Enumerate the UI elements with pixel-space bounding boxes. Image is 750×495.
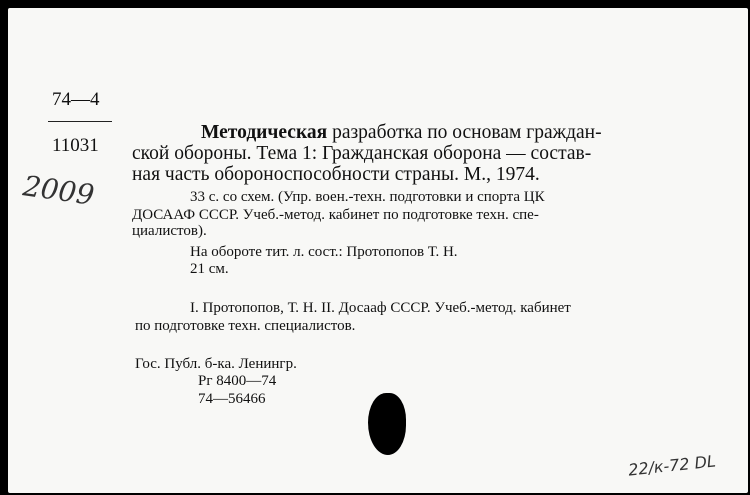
call-number-top: 74—4 [52, 89, 100, 110]
title-line-1 [201, 122, 602, 143]
bottom-stamp: 22/к-72 DL [627, 451, 717, 480]
title-line-3: ная часть обороноспособности страны. М., 1974. [132, 164, 540, 185]
description-line-5: 21 см. [190, 261, 229, 277]
call-number-divider [48, 121, 112, 122]
notes-line-1: I. Протопопов, Т. Н. II. Досааф СССР. Учеб.-метод. кабинет [190, 300, 571, 316]
handwritten-note: 2009 [21, 169, 97, 212]
description-line-3: циалистов). [132, 223, 207, 239]
call-number-bottom: 11031 [52, 135, 99, 156]
description-line-1: 33 с. со схем. (Упр. воен.-техн. подготовки и спорта ЦК [190, 189, 545, 205]
title-lead: Методическая [201, 122, 328, 143]
order-number: Рг 8400—74 [198, 373, 277, 389]
description-line-4: На обороте тит. л. сост.: Протопопов Т. Н. [190, 244, 458, 260]
description-line-2: ДОСААФ СССР. Учеб.-метод. кабинет по подготовке техн. спе- [132, 207, 539, 223]
title-line-1-text: разработка по основам граждан- [332, 122, 602, 143]
catalog-card [8, 8, 748, 493]
library-location: Гос. Публ. б-ка. Ленингр. [135, 356, 297, 372]
accession-number: 74—56466 [198, 391, 266, 407]
title-line-2: ской обороны. Тема 1: Гражданская оборона — состав- [132, 143, 592, 164]
ink-blot [368, 393, 406, 455]
notes-line-2: по подготовке техн. специалистов. [135, 318, 356, 334]
